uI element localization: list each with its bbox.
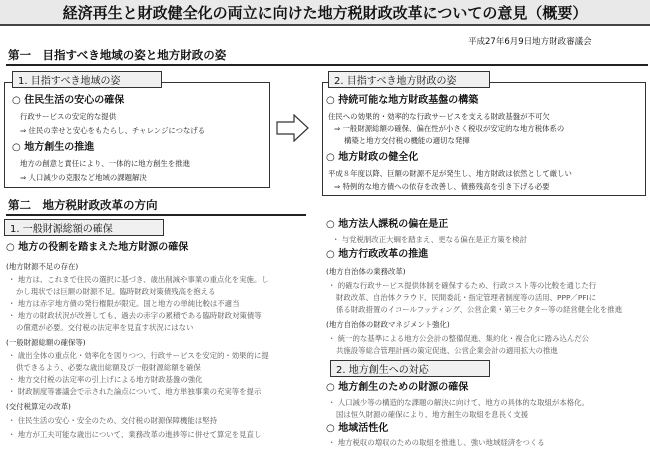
item-regional-activation: ○ 地域活性化 [326, 423, 389, 434]
bullet-business-reform-b: 財政改革、自治体クラウド、民間委託・指定管理者制度等の活用、PPP／PFIに [336, 293, 597, 302]
item-sustainable-result-2: 構築と地方交付税の機能の適切な発揮 [344, 136, 470, 145]
bullet-corporate-tax: ・ 与党税制改正大綱を踏まえ、更なる偏在是正方策を検討 [332, 235, 527, 244]
item-administrative-reform: ○ 地方行政改革の推進 [326, 249, 429, 260]
bullet-allocation-2: ・ 地方が工夫可能な歳出について、業務改革の進捗等に併せて算定を見直し [8, 430, 262, 439]
item-fiscal-soundness: ○ 地方財政の健全化 [326, 152, 419, 163]
item-revitalization-result: ⇒ 人口減少の克服など地域の課題解決 [20, 173, 147, 182]
bullet-general-3: ・ 財政制度等審議会で示された論点について、地方単独事業の充実等を提示 [8, 387, 262, 396]
item-revitalization-detail: 地方の創意と責任により、一体的に地方創生を推進 [20, 159, 190, 168]
bullet-business-reform-a: ・ 的確な行政サービス提供体制を確保するため、行政コスト等の比較を通じた行 [328, 281, 597, 290]
item-safety-detail: 行政サービスの安定的な提供 [20, 112, 117, 121]
bullet-regional-activation: ・ 地方税収の増収のための取組を推進し、強い地域経済をつくる [328, 438, 545, 447]
bullet-shortfall-2: ・ 地方は赤字地方債の発行権限が限定。国と地方の単純比較は不適当 [8, 299, 240, 308]
date-author: 平成27年6月9日地方財政審議会 [468, 37, 592, 47]
bullet-general-2: ・ 地方交付税の法定率の引上げによる地方財政基盤の強化 [8, 375, 203, 384]
box-general-revenue-label: 1. 一般財源総額の確保 [4, 219, 164, 236]
item-regional-revitalization: ○ 地方創生の推進 [12, 142, 95, 153]
sub-business-reform: (地方自治体の業務改革) [326, 267, 406, 276]
sub-general-revenue: (一般財源総額の確保等) [6, 338, 86, 347]
item-sustainable-base: ○ 持続可能な地方財政基盤の構築 [326, 95, 479, 106]
bullet-revitalization-b: 国は恒久財源の確保により、地方創生の取組を息長く支援 [336, 410, 529, 419]
item-safety-security: ○ 住民生活の安心の確保 [12, 95, 125, 106]
bullet-general-1b: 供できるよう、必要な歳出総額及び一般財源総額を確保 [16, 363, 201, 372]
sub-allocation-reform: (交付税算定の改革) [6, 402, 71, 411]
section-1-underline [6, 64, 648, 66]
document-title: 経済再生と財政健全化の両立に向けた地方税財政改革についての意見（概要） [0, 0, 650, 26]
item-safety-result: ⇒ 住民の幸せと安心をもたらし、チャレンジにつなげる [20, 126, 206, 135]
item-soundness-result: ⇒ 特例的な地方債への依存を改善し、債務残高を引き下げる必要 [334, 182, 550, 191]
section-2-heading: 第二 地方税財政改革の方向 [8, 198, 158, 212]
bullet-business-reform-c: 係る財政措置のイコールフッティング、公営企業・第三セクター等の経営健全化を推進 [336, 305, 623, 314]
bullet-allocation-1: ・ 住民生活の安心・安全のため、交付税の財源保障機能は堅持 [8, 416, 217, 425]
item-revitalization-revenue: ○ 地方創生のための財源の確保 [326, 382, 469, 393]
bullet-shortfall-1b: かし現状では巨額の財源不足。臨時財政対策債残高を抱える [16, 287, 216, 296]
item-sustainable-detail: 住民への効果的・効率的な行政サービスを支える財政基盤が不可欠 [328, 112, 550, 121]
item-sustainable-result-1: ⇒ 一般財源総額の確保、偏在性が小さく税収が安定的な地方税体系の [334, 124, 565, 133]
sub-revenue-shortfall: (地方財源不足の存在) [6, 262, 79, 271]
section-2-underline [6, 214, 306, 216]
bullet-shortfall-3a: ・ 地方の財政状況が改善しても、過去の赤字の累積である臨時財政対策債等 [8, 311, 262, 320]
bullet-general-1a: ・ 歳出全体の重点化・効率化を図りつつ、行政サービスを安定的・効果的に提 [8, 351, 269, 360]
sub-financial-management: (地方自治体の財政マネジメント強化) [326, 320, 450, 329]
box-finance-vision-label: 2. 目指すべき地方財政の姿 [328, 71, 490, 88]
box-regional-revitalization-label: 2. 地方創生への対応 [330, 360, 490, 377]
bullet-financial-management-b: 共施設等総合管理計画の策定促進、公営企業会計の適用拡大の推進 [336, 346, 558, 355]
section-1-heading: 第一 目指すべき地域の姿と地方財政の姿 [8, 48, 227, 62]
box-region-vision-label: 1. 目指すべき地域の姿 [12, 71, 162, 88]
bullet-revitalization-a: ・ 人口減少等の構造的な課題の解決に向けて、地方の具体的な取組が本格化。 [328, 398, 589, 407]
item-soundness-detail: 平成８年度以降、巨額の財源不足が発生し、地方財政は依然として厳しい [328, 169, 572, 178]
item-local-revenue: ○ 地方の役割を踏まえた地方財源の確保 [6, 242, 189, 253]
bullet-financial-management-a: ・ 統一的な基準による地方公会計の整備促進、集約化・複合化に踏み込んだ公 [328, 334, 590, 343]
bullet-shortfall-3b: の償還が必要。交付税の法定率を見直す状況にはない [16, 323, 194, 332]
arrow-right-icon [276, 114, 310, 142]
bullet-shortfall-1a: ・ 地方は、これまで住民の選択に基づき、歳出削減や事業の重点化を実施。し [8, 275, 269, 284]
item-corporate-tax-imbalance: ○ 地方法人課税の偏在是正 [326, 219, 449, 230]
